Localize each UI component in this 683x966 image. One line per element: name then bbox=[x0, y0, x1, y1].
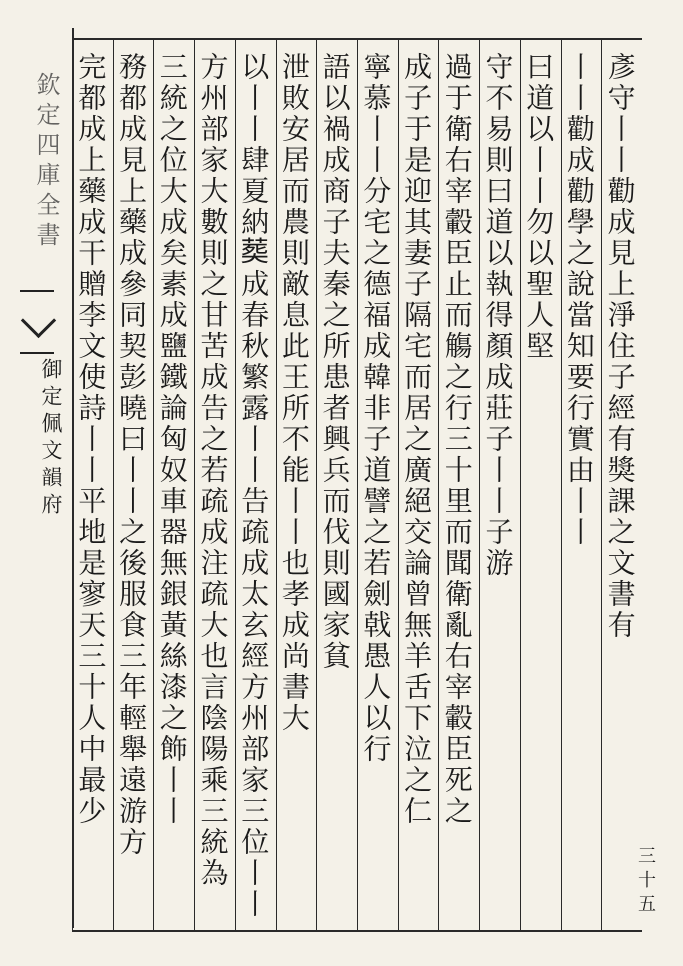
column-rule bbox=[235, 40, 236, 930]
text-column: 方州部家大數則之甘苦成告之若疏成注疏大也言陰陽乘三統為 bbox=[196, 52, 230, 889]
column-rule bbox=[276, 40, 277, 930]
column-rule bbox=[72, 40, 73, 930]
column-rule bbox=[113, 40, 114, 930]
text-column: 務都成見上藥成參同契彭曉曰丨丨之後服食三年輕舉遠游方 bbox=[115, 52, 149, 858]
page-number: 三十五 bbox=[635, 846, 656, 918]
text-column: 彥守丨丨勸成見上淨住子經有獎課之文書有 bbox=[603, 52, 637, 641]
text-column: 丨丨勸成勸學之說當知要行實由丨丨 bbox=[562, 52, 596, 548]
text-column: 語以禍成商子夫秦之所患者興兵而伐則國家貧 bbox=[318, 52, 352, 672]
fold-mark-icon bbox=[20, 290, 54, 354]
column-rule bbox=[601, 40, 602, 930]
text-column: 曰道以丨丨勿以聖人堅 bbox=[522, 52, 556, 362]
text-column: 過于衛右宰轂臣止而觴之行三十里而聞衛亂右宰轂臣死之 bbox=[440, 52, 474, 827]
column-rule bbox=[316, 40, 317, 930]
column-rule bbox=[561, 40, 562, 930]
text-column: 泄敗安居而農則敵息此王所不能丨丨也孝成尚書大 bbox=[277, 52, 311, 734]
column-rule bbox=[438, 40, 439, 930]
text-column: 完都成上藥成干贈李文使詩丨丨平地是寥天三十人中最少 bbox=[74, 52, 108, 827]
column-rule bbox=[153, 40, 154, 930]
book-title: 御定佩文韻府 bbox=[39, 358, 63, 520]
text-column: 成子于是迎其妻子隔宅而居之廣絕交論曾無羊舌下泣之仁 bbox=[400, 52, 434, 827]
text-column: 以丨丨肆夏納𦵏成春秋繁露丨丨告疏成太玄經方州部家三位丨丨 bbox=[237, 52, 271, 920]
page-margin bbox=[0, 28, 74, 928]
text-column: 寧慕丨丨分宅之德福成韓非子道譬之若劍戟愚人以行 bbox=[359, 52, 393, 765]
text-column: 三統之位大成矣素成鹽鐵論匈奴車器無銀黃絲漆之飾丨丨 bbox=[155, 52, 189, 827]
column-rule bbox=[357, 40, 358, 930]
column-rule bbox=[398, 40, 399, 930]
text-column: 守不易則曰道以執得顏成莊子丨丨子游 bbox=[481, 52, 515, 579]
column-rule bbox=[479, 40, 480, 930]
text-frame bbox=[72, 38, 642, 932]
collection-title: 欽定四庫全書 bbox=[32, 72, 60, 252]
column-rule bbox=[194, 40, 195, 930]
column-rule bbox=[520, 40, 521, 930]
